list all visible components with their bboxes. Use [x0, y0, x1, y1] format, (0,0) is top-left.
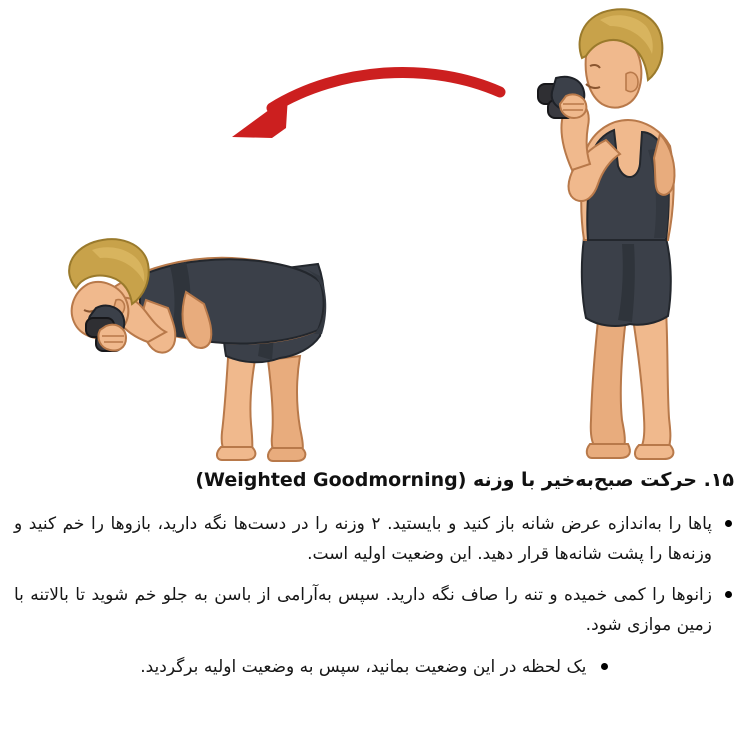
list-item-text: یک لحظه در این وضعیت بمانید، سپس به وضعیت اولیه برگردید.	[140, 656, 587, 677]
list-item	[14, 580, 734, 641]
instruction-list	[14, 509, 734, 682]
list-item	[14, 652, 734, 682]
list-item-text: زانوها را کمی خمیده و تنه را صاف نگه دارید. سپس به‌آرامی از باسن به جلو خم شوید تا بالاتنه با زمین موازی شود.	[14, 585, 712, 636]
instruction-text-block	[0, 466, 748, 693]
figure-standing	[538, 9, 674, 459]
bullet-dot-icon	[725, 591, 732, 598]
bullet-dot-icon	[725, 520, 732, 527]
page-title: ۱۵. حرکت صبح‌به‌خیر با وزنه (Weighted Goodmorning)	[195, 469, 734, 491]
list-item	[14, 509, 734, 570]
motion-arrow	[232, 72, 500, 138]
figure-bent-over	[69, 239, 326, 461]
bullet-dot-icon	[601, 663, 608, 670]
list-item-text: پاها را به‌اندازه عرض شانه باز کنید و بایستید. ۲ وزنه را در دست‌ها نگه دارید، بازوها را خم کنید و وزنه‌ها را پشت شانه‌ها قرار دهید. این وضعیت اولیه است.	[14, 513, 712, 564]
